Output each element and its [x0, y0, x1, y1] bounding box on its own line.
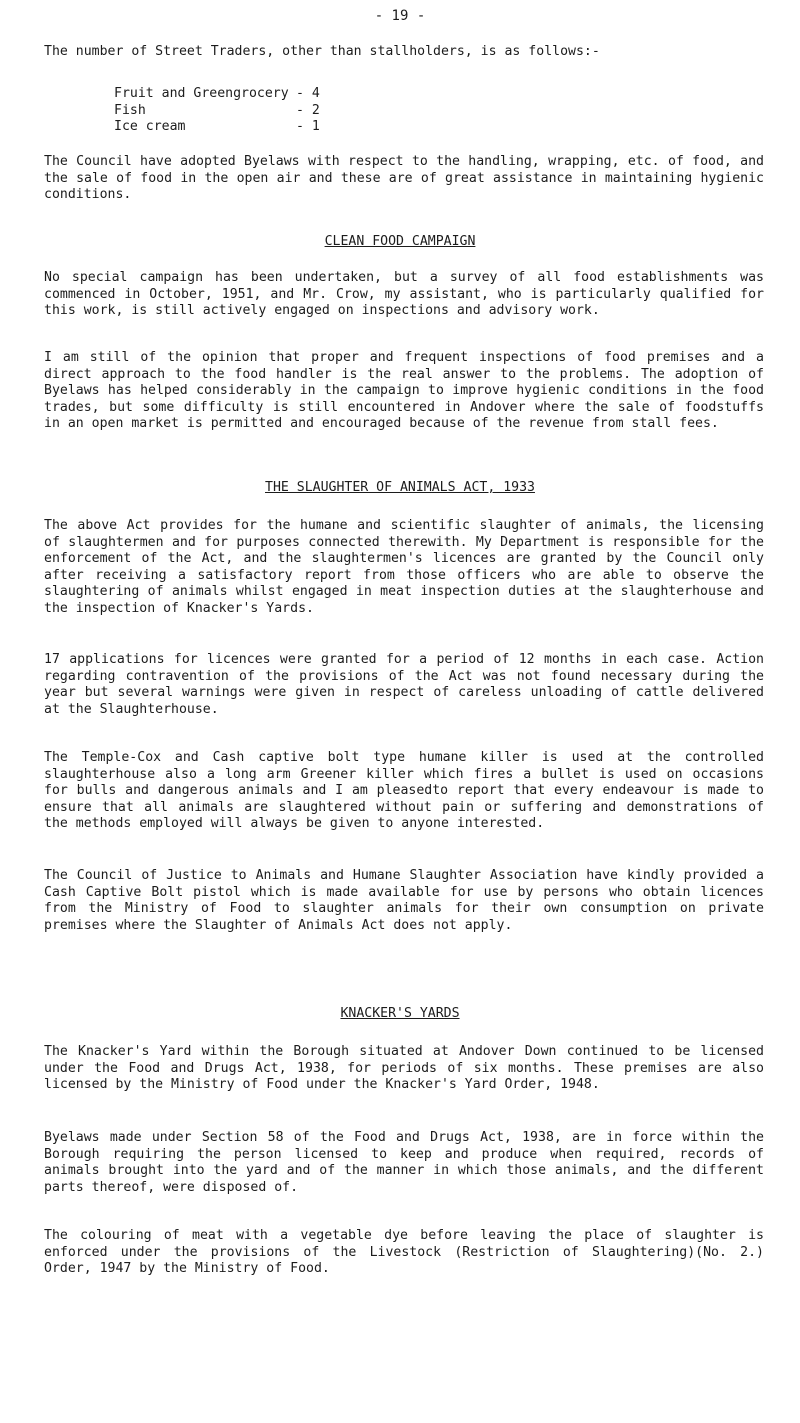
byelaws-text: The Council have adopted Byelaws with respect to the handling, wrapping, etc. of food, and the sale of food in the open air and these are of great assistance in maintaining hygienic conditions. [44, 154, 764, 203]
trader-count: - 1 [296, 119, 320, 135]
slaughter-paragraph-3 [44, 750, 764, 833]
trader-name: Ice cream [114, 119, 186, 135]
trader-count: - 4 [296, 86, 320, 101]
intro-paragraph [44, 44, 764, 61]
knackers-paragraph-3 [44, 1228, 764, 1278]
slaughter-paragraph-4 [44, 868, 764, 934]
trader-row [114, 86, 320, 103]
street-traders-list [114, 86, 320, 136]
clean-food-paragraph-1 [44, 270, 764, 320]
paragraph-text: The colouring of meat with a vegetable dye before leaving the place of slaughter is enforced under the provisions of the Livestock (Restriction of Slaughtering)(No. 2.) Order, 1947 by the Ministry of Food. [44, 1228, 764, 1277]
trader-count: - 2 [296, 102, 320, 118]
knackers-paragraph-1 [44, 1044, 764, 1094]
byelaws-paragraph [44, 154, 764, 204]
intro-text: The number of Street Traders, other than stallholders, is as follows:- [44, 44, 600, 59]
clean-food-paragraph-2 [44, 350, 764, 433]
paragraph-text: The above Act provides for the humane and scientific slaughter of animals, the licensing of slaughtermen and for purposes connected therewith. My Department is responsible for the enforcement of the Act, and the slaughtermen's licences are granted by the Council only after receiving a satisfactory report from those officers who are able to observe the slaughtering of animals whilst engaged in meat inspection duties at the slaughterhouse and the inspection of Knacker's Yards. [44, 518, 764, 616]
trader-row [114, 103, 320, 120]
heading-clean-food: CLEAN FOOD CAMPAIGN [324, 234, 476, 249]
slaughter-paragraph-2 [44, 652, 764, 718]
trader-name: Fish [114, 102, 146, 118]
paragraph-text: I am still of the opinion that proper and frequent inspections of food premises and a direct approach to the food handler is the real answer to the problems. The adoption of Byelaws has helped considerably in the campaign to improve hygienic conditions in the food trades, but some difficulty is still encountered in Andover where the sale of foodstuffs in an open market is permitted and encouraged because of the revenue from stall fees. [44, 350, 764, 432]
page-number: - 19 - [374, 8, 426, 24]
trader-name: Fruit and Greengrocery [114, 86, 289, 101]
paragraph-text: The Council of Justice to Animals and Humane Slaughter Association have kindly provided a Cash Captive Bolt pistol which is made available for use by persons who obtain licences from the Ministry of Food to slaughter animals for their own consumption on private premises where the Slaughter of Animals Act does not apply. [44, 868, 764, 933]
trader-row [114, 119, 320, 136]
paragraph-text: The Knacker's Yard within the Borough situated at Andover Down continued to be licensed under the Food and Drugs Act, 1938, for periods of six months. These premises are also licensed by the Ministry of Food under the Knacker's Yard Order, 1948. [44, 1044, 764, 1093]
heading-knackers-yards: KNACKER'S YARDS [340, 1006, 460, 1021]
heading-slaughter-act: THE SLAUGHTER OF ANIMALS ACT, 1933 [265, 480, 535, 495]
paragraph-text: Byelaws made under Section 58 of the Food and Drugs Act, 1938, are in force within the Borough requiring the person licensed to keep and produce when required, records of animals brought into the yard and of the manner in which those animals, and the different parts thereof, were disposed of. [44, 1130, 764, 1195]
paragraph-text: 17 applications for licences were granted for a period of 12 months in each case. Action regarding contravention of the provisions of the Act was not found necessary during the year but several warnings were given in respect of careless unloading of cattle delivered at the Slaughterhouse. [44, 652, 764, 717]
paragraph-text: The Temple-Cox and Cash captive bolt type humane killer is used at the controlled slaughterhouse also a long arm Greener killer which fires a bullet is used on occasions for bulls and dangerous animals and I am pleasedto report that every endeavour is made to ensure that all animals are slaughtered without pain or suffering and demonstrations of the methods employed will always be given to anyone interested. [44, 750, 764, 832]
knackers-paragraph-2 [44, 1130, 764, 1196]
slaughter-paragraph-1 [44, 518, 764, 618]
paragraph-text: No special campaign has been undertaken, but a survey of all food establishments was commenced in October, 1951, and Mr. Crow, my assistant, who is particularly qualified for this work, is still actively engaged on inspections and advisory work. [44, 270, 764, 319]
